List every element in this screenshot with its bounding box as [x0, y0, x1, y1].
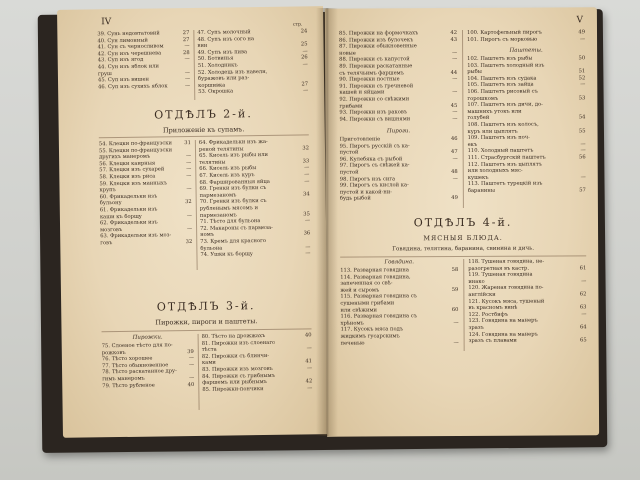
column-divider	[463, 259, 464, 351]
toc-entry-page: 32	[185, 199, 192, 206]
toc-entry-page: —	[452, 115, 458, 122]
toc-entry	[339, 116, 457, 123]
toc-entry-title: 121. Кусокъ мяса, тушеный	[468, 298, 545, 305]
toc-entry-page: 43	[450, 36, 458, 43]
toc-entry-title: 79. Тѣсто рубленое	[102, 382, 155, 389]
toc-entry-title: разогретная въ кастр.	[468, 265, 530, 272]
left-mid-column-1	[99, 140, 192, 247]
toc-entry-title: баранины	[467, 187, 495, 194]
toc-entry-title: 109. Паштетъ изъ поч-	[467, 134, 530, 142]
toc-entry-page: —	[453, 319, 459, 326]
toc-entry-title: печенью	[340, 340, 365, 347]
toc-entry-page: 46	[450, 136, 458, 143]
toc-entry-title: 124. Говядина на манеръ	[468, 331, 538, 338]
toc-entry-title: 104. Паштетъ изъ судака	[467, 75, 537, 82]
toc-entry-title: 40. Сун лимонный	[97, 37, 148, 44]
toc-entry-title: коршивка	[198, 82, 226, 89]
toc-entry-title: голубей	[467, 115, 490, 122]
toc-entry-title: 47. Супъ молочный	[197, 29, 251, 36]
toc-entry-page: 44	[450, 69, 458, 76]
toc-entry-page: 33	[302, 158, 310, 165]
col-header: стр.	[292, 22, 303, 28]
toc-entry-page: 56	[579, 154, 586, 161]
toc-entry-title: 63. Фрикадельки изъ моз-	[100, 232, 172, 240]
right-top-column-1	[339, 30, 457, 123]
toc-entry-title: 117. Кусокъ мяса подъ	[340, 326, 404, 333]
toc-entry-title: 54. Клецки по-французски	[98, 140, 173, 148]
toc-entry-page: —	[186, 212, 192, 219]
toc-entry-page: —	[184, 76, 191, 83]
toc-entry-title: 81. Пирожки изъ слоенаго	[201, 339, 276, 347]
toc-entry	[202, 385, 312, 393]
left-bottom-column-2	[202, 332, 313, 393]
toc-entry-title: 88. Пирожки съ капустой	[339, 56, 410, 64]
toc-entry-page: —	[186, 172, 192, 180]
toc-entry-title: 97. Пирогъ съ свѣжей ка-	[339, 162, 410, 170]
toc-entry-page: 35	[303, 210, 310, 217]
toc-entry-page: —	[306, 365, 313, 372]
toc-entry-title: бульона	[200, 245, 223, 252]
toc-entry-page: 45	[450, 102, 458, 109]
toc-entry-title: англійски	[468, 291, 496, 298]
toc-entry-page: 36	[303, 230, 311, 237]
toc-entry-title: 64. Фрикадельки изъ жа-	[198, 138, 268, 146]
toc-entry-title: 114. Разварная говядина,	[340, 273, 411, 281]
toc-entry-title: 83. Пирожки изъ мозговъ	[202, 365, 273, 373]
toc-entry-title: 55. Клецки по-французски	[98, 146, 173, 154]
toc-entry-page: —	[452, 109, 458, 116]
toc-entry-page: 62	[579, 291, 587, 298]
toc-entry-page: 52	[578, 75, 586, 82]
section-3-subtitle: Пирожки, пироги и паштеты.	[155, 317, 258, 327]
toc-entry-title: екъ	[467, 141, 478, 148]
toc-entry-title: гимъ манеромъ	[102, 375, 145, 383]
toc-entry-title: 94. Пирожки съ вишнями	[339, 115, 411, 123]
left-page-number: IV	[101, 17, 112, 28]
toc-entry-title: 113. Паштетъ турецкій изъ	[467, 180, 543, 188]
toc-entry-title: 75. Слоеное тѣсто для по-	[101, 342, 173, 350]
toc-entry-page: —	[580, 174, 586, 181]
toc-entry-page: —	[579, 35, 586, 42]
toc-entry-page: —	[302, 61, 308, 68]
column-divider	[198, 334, 200, 410]
toc-entry-title: 57. Клецки изъ сухарей	[99, 166, 165, 174]
toc-entry-title: 116. Разварная говядина съ	[340, 313, 418, 320]
govyadina-heading: Говядина.	[384, 259, 414, 266]
toc-entry-page: —	[304, 171, 310, 178]
toc-entry-title: жидкимъ гусарскимъ	[340, 333, 400, 340]
toc-entry	[200, 250, 310, 258]
toc-entry-page: —	[184, 56, 190, 63]
toc-entry-title: 93. Пирожки изъ раковъ	[339, 109, 408, 116]
toc-entry	[198, 88, 308, 96]
left-top-column-2	[197, 28, 308, 95]
section-3-title: ОТДѢЛЪ 3-й.	[156, 299, 256, 314]
toc-entry-title: 96. Кулебяка съ рыбой	[339, 156, 403, 163]
toc-entry-page: —	[307, 385, 313, 392]
toc-entry-title: зразъ	[468, 324, 484, 331]
toc-entry-page: —	[184, 43, 190, 50]
toc-entry-title: 69. Гренки изъ булки съ	[199, 185, 267, 193]
toc-entry-title: 90. Пирожки постные	[339, 76, 400, 83]
toc-entry-title: 56. Клецки каирныя	[99, 160, 156, 168]
toc-entry-page: 60	[451, 306, 459, 313]
toc-entry-title: номъ	[200, 232, 215, 239]
toc-entry-title: 103. Паштетъ холодный изъ	[467, 62, 545, 69]
toc-entry-title: 95. Пирогъ русскій съ ка-	[339, 142, 410, 150]
right-bottom-column-2	[468, 258, 586, 344]
toc-entry-title: буражовъ или раз-	[197, 75, 250, 83]
toc-entry-page: 34	[302, 191, 310, 198]
toc-entry-page: —	[188, 374, 195, 382]
toc-entry-page: 49	[451, 195, 458, 202]
toc-entry-page: —	[304, 164, 310, 171]
toc-entry-title: 62. Фрикадельки изъ	[99, 219, 158, 227]
toc-entry-page: —	[305, 250, 311, 257]
toc-entry-title: 115. Разварная говядина съ	[340, 293, 417, 301]
toc-entry-page: —	[452, 89, 458, 96]
toc-entry-title: ками	[201, 360, 216, 367]
section-2-subtitle: Приложеніе къ супамъ.	[162, 125, 245, 135]
toc-entry	[340, 195, 458, 202]
toc-entry-page: 63	[579, 304, 587, 311]
toc-entry-title: кушекъ	[467, 174, 489, 181]
toc-entry-title: 48. Супъ изъ сого на	[197, 35, 255, 43]
column-divider	[462, 30, 464, 208]
column-divider	[195, 140, 198, 270]
toc-entry-page: 32	[185, 238, 193, 246]
toc-entry-page: 26	[301, 54, 308, 61]
pashtety-list	[467, 55, 586, 194]
pirozhki-heading: Пирожки.	[132, 334, 163, 341]
divider	[340, 255, 586, 257]
pirogi-heading: Пироги.	[386, 128, 411, 135]
toc-entry-title: или свѣжими	[340, 307, 378, 314]
column-divider	[193, 30, 195, 100]
toc-entry-title: 82. Пирожки съ блинчи-	[201, 352, 270, 360]
toc-entry-page: 32	[302, 144, 310, 152]
toc-entry-title: 122. Ростбифъ	[468, 311, 509, 318]
toc-entry-title: 102. Паштетъ изъ рыбы	[467, 55, 533, 62]
toc-entry-title: зразъ съ плавами	[468, 337, 517, 345]
section-4-subtitle: МЯСНЫЯ БЛЮДА.	[423, 233, 503, 243]
toc-entry-title: 67. Кисель изъ куръ	[199, 172, 255, 179]
right-top-column-2	[467, 29, 585, 43]
toc-entry-title: 71. Тѣсто для бульона	[199, 218, 261, 226]
left-page	[57, 6, 329, 438]
toc-entry-title: пармезаномъ	[199, 192, 237, 199]
toc-entry-title: реной телятины	[198, 145, 244, 153]
toc-entry-title: сушеными грибами	[340, 300, 395, 307]
toc-entry	[467, 36, 585, 43]
toc-entry-title: 110. Холодный паштетъ	[467, 147, 534, 155]
toc-entry-title: 70. Гренки изъ булки съ	[199, 198, 267, 206]
toc-entry-title: 111. Страсбургскій паштетъ	[467, 154, 546, 161]
toc-entry-page: 64	[579, 324, 587, 331]
toc-entry-title: 85. Пирожки-пончики	[202, 385, 264, 393]
toc-entry-title: 41. Сун съ черносливом	[97, 43, 164, 51]
toc-entry-page: —	[452, 175, 458, 182]
toc-entry-title: 44. Сун изъ яблок или	[97, 63, 160, 71]
toc-entry-page: —	[304, 217, 311, 224]
toc-entry-page: —	[580, 141, 586, 148]
toc-entry-title: 50. Ботвинья	[197, 55, 234, 63]
toc-entry-title: 89. Пирожки раскатанные	[339, 63, 413, 70]
toc-entry-title: 60. Фрикадельки изъ	[99, 193, 158, 201]
toc-entry-title: 92. Пирожки со свѣжими	[339, 96, 410, 103]
toc-entry-page: 28	[182, 49, 190, 56]
toc-entry-title: грибами	[339, 103, 363, 110]
toc-entry-page: —	[188, 361, 195, 368]
toc-entry-title: 87. Пирожки обыкновенные	[339, 43, 417, 50]
toc-entry-page: —	[186, 225, 193, 232]
toc-entry-page: —	[580, 147, 586, 154]
toc-entry-page: —	[305, 243, 311, 250]
toc-entry-title: 53. Окрошка	[198, 88, 234, 96]
pirogi-list	[340, 136, 458, 203]
toc-entry-title: 78. Тѣсто раскатанное дру-	[102, 368, 177, 376]
toc-entry	[100, 239, 192, 247]
book-gutter	[316, 8, 338, 436]
toc-entry-title: хрѣномъ	[340, 320, 364, 327]
toc-entry-title: рубленымъ мясомъ и	[199, 205, 259, 212]
toc-entry-page: 27	[182, 30, 190, 37]
toc-entry-title: 84. Пирожки съ грибнымъ	[202, 372, 276, 380]
toc-entry-title: 74. Ушки къ борщу	[200, 251, 253, 258]
toc-entry-page: 41	[305, 358, 313, 365]
toc-entry-title: 42. Сун изъ черешнева	[97, 50, 162, 58]
toc-entry-page: 53	[578, 94, 586, 101]
toc-entry-page: 40	[187, 381, 195, 388]
toc-entry-title: рожковъ	[101, 349, 126, 356]
toc-entry-page: 25	[300, 41, 308, 48]
toc-entry-page: —	[186, 166, 192, 173]
toc-entry-page: 48	[451, 168, 458, 176]
toc-entry-title: 43. Суп изъ ягод	[97, 57, 144, 64]
toc-entry-page: —	[188, 355, 194, 362]
toc-entry-title: 100. Картофельный пирогъ	[466, 29, 542, 36]
toc-entry-title: 108. Паштетъ изъ колосъ,	[467, 121, 539, 128]
right-bottom-column-1	[340, 267, 458, 347]
toc-entry-title: 61. Фрикадельки изъ	[99, 206, 158, 214]
toc-entry-page: 42	[450, 30, 458, 37]
toc-entry-title: горошкомъ	[467, 95, 499, 102]
toc-entry-page: 42	[305, 378, 313, 385]
toc-entry-page: 31	[184, 140, 191, 147]
toc-entry-page: 49	[578, 29, 586, 36]
toc-entry-title: 113. Разварная говядина	[340, 267, 409, 274]
toc-entry-title: каши къ борщу	[99, 213, 142, 220]
toc-entry-title: вин	[197, 42, 208, 50]
toc-entry-page: 65	[579, 337, 587, 344]
toc-entry-title: 46. Суп изъ сухихъ яблок	[98, 83, 168, 91]
toc-entry-title: 86. Пирожки изъ булочекъ	[339, 36, 414, 44]
toc-entry-page: —	[302, 48, 308, 55]
toc-entry-title: 101. Пирогъ съ морковью	[467, 36, 538, 43]
toc-entry-title: 118. Тушеная говядина, не-	[468, 258, 545, 265]
toc-entry-title: 72. Макароны съ пармеза-	[200, 224, 273, 232]
toc-entry-page: —	[453, 339, 459, 346]
divider	[102, 328, 312, 332]
toc-entry-title: будь рыбой	[339, 195, 371, 202]
toc-entry-title: инако	[468, 278, 485, 285]
toc-entry-title: въ красномъ винѣ	[468, 304, 518, 312]
toc-entry-title: 105. Паштетъ изъ зайца	[467, 81, 534, 89]
toc-entry-title: пармезаномъ	[199, 211, 237, 219]
toc-entry-title: 112. Паштетъ изъ цыплятъ	[467, 161, 543, 168]
toc-entry-page: —	[581, 311, 587, 318]
toc-entry-title: бульону	[99, 200, 122, 207]
toc-entry-title: 58. Клецки изъ риса	[99, 173, 156, 181]
toc-entry-page: 47	[451, 149, 458, 156]
toc-entry-page: —	[186, 186, 192, 193]
toc-entry-title: 85. Пирожки на формочкахъ	[338, 30, 419, 37]
section-2-title: ОТДѢЛЪ 2-й.	[154, 107, 253, 122]
section-4-title: ОТДѢЛЪ 4-й.	[413, 215, 513, 230]
toc-entry-page: —	[184, 69, 190, 76]
toc-entry-title: другихъ манеромъ	[99, 153, 151, 161]
toc-entry-page: 39	[187, 348, 194, 355]
toc-entry-page: 27	[301, 81, 309, 88]
toc-entry-page: 40	[304, 332, 312, 339]
section-4-subtitle-2: Говядина, телятина, баранина, свинина и дичь.	[392, 245, 534, 253]
toc-entry-title: 66. Кисель изъ рыбы	[199, 165, 257, 173]
toc-entry-title: 68. Фаршированныя яйца	[199, 178, 270, 186]
toc-entry-title: 123. Говядина на манеръ	[468, 317, 538, 325]
toc-entry-title: 80. Тѣсто на дрожжахъ	[201, 333, 266, 340]
toc-entry-title: мозговъ	[100, 226, 123, 234]
toc-entry-title: 99. Пирогъ съ кислой ка-	[339, 182, 409, 189]
toc-entry-title: крупъ	[99, 187, 116, 194]
toc-entry-title: 76. Тѣсто хорошее	[101, 355, 153, 363]
right-page	[325, 7, 599, 436]
toc-entry-title: 52. Холодець изъ навелн,	[197, 68, 268, 76]
toc-entry-page: —	[452, 76, 458, 83]
pashtety-heading: Паштеты.	[509, 47, 543, 54]
toc-entry-title: Приготовленіе	[339, 136, 381, 143]
toc-entry-title: 65. Кисель изъ рыбы или	[199, 152, 269, 160]
toc-entry-title: 107. Паштетъ изъ дичи, до-	[467, 101, 543, 109]
toc-entry-title: куръ или цыплятъ	[467, 128, 518, 135]
toc-entry-title: пустой	[339, 169, 359, 176]
toc-entry-title: 59. Клецки изъ манныхъ	[99, 179, 168, 187]
toc-entry-page: 51	[578, 68, 586, 75]
toc-entry-title: 106. Паштетъ рисовый съ	[467, 88, 538, 95]
toc-entry-title: рыбы	[467, 69, 482, 76]
toc-entry-title: новые	[339, 50, 356, 57]
toc-entry-title: или холодныхъ мяс-	[467, 167, 523, 175]
toc-entry-page: —	[302, 87, 309, 94]
toc-entry	[469, 337, 587, 344]
toc-entry-page: —	[580, 81, 586, 88]
toc-entry-page: 24	[300, 28, 308, 35]
left-mid-column-2	[199, 138, 311, 258]
toc-entry-title: 77. Тѣсто обыкновенное	[101, 362, 169, 370]
toc-entry	[98, 83, 190, 91]
toc-entry-title: 98. Пирогъ изъ сига	[339, 175, 396, 183]
toc-entry-title: тѣста	[201, 346, 217, 354]
toc-entry	[102, 382, 194, 390]
toc-entry-title: 119. Тушеная говядина	[468, 271, 533, 279]
toc-entry-title: 120. Жареная говядина по-	[468, 284, 544, 292]
toc-entry-page: 27	[182, 36, 190, 43]
toc-entry-title: кашей и яйцами	[339, 89, 385, 96]
toc-entry-page: —	[451, 49, 458, 56]
toc-entry-title: съ телячьимъ фаршемъ	[339, 69, 404, 77]
toc-entry-title: машнихъ утокъ или	[467, 108, 522, 115]
toc-entry-title: телятины	[199, 159, 226, 166]
toc-entry-page: —	[451, 56, 458, 63]
toc-entry-title: груш	[97, 70, 112, 77]
toc-entry-title: фаршемъ или рыбнымъ	[202, 379, 268, 387]
toc-entry-page: —	[581, 278, 587, 285]
toc-entry-title: пустой	[339, 149, 359, 156]
toc-entry-title: 51. Холодникъ	[197, 62, 238, 69]
toc-entry-page: —	[185, 153, 192, 160]
right-page-number: V	[576, 15, 583, 26]
toc-entry-title: 91. Пирожки съ гречневой	[339, 83, 414, 90]
left-top-column-1	[97, 30, 190, 91]
divider	[99, 134, 309, 138]
toc-entry-title: запеченная со свѣ-	[340, 280, 393, 287]
toc-entry-page: 61	[579, 264, 587, 271]
toc-entry-page: —	[184, 82, 191, 89]
toc-entry-page: 59	[451, 286, 459, 293]
toc-entry-page: 57	[579, 187, 586, 194]
toc-entry	[341, 340, 459, 347]
toc-entry-page: 54	[578, 114, 586, 121]
toc-entry-title: 39. Сунь недовтатовий	[97, 30, 160, 38]
toc-entry-page: —	[304, 177, 310, 185]
toc-entry-page: —	[306, 345, 312, 352]
left-bottom-column-1	[102, 342, 195, 389]
toc-entry-page: —	[452, 155, 458, 162]
toc-entry	[468, 187, 586, 194]
toc-entry-title: пустой и какой-ни-	[339, 189, 393, 196]
toc-entry-page: 55	[578, 127, 586, 134]
toc-entry-title: говъ	[100, 240, 113, 247]
toc-entry-page: 50	[578, 55, 586, 62]
toc-entry-page: 58	[451, 267, 459, 274]
toc-entry-title: жей и сыромъ	[340, 287, 380, 294]
toc-entry-title: 49. Супъ изъ пива	[197, 49, 248, 56]
toc-entry-title: 45. Суп изъ вишен	[97, 76, 150, 84]
toc-entry-page: —	[185, 159, 192, 166]
toc-entry-title: 73. Кремъ для красного	[200, 237, 267, 245]
